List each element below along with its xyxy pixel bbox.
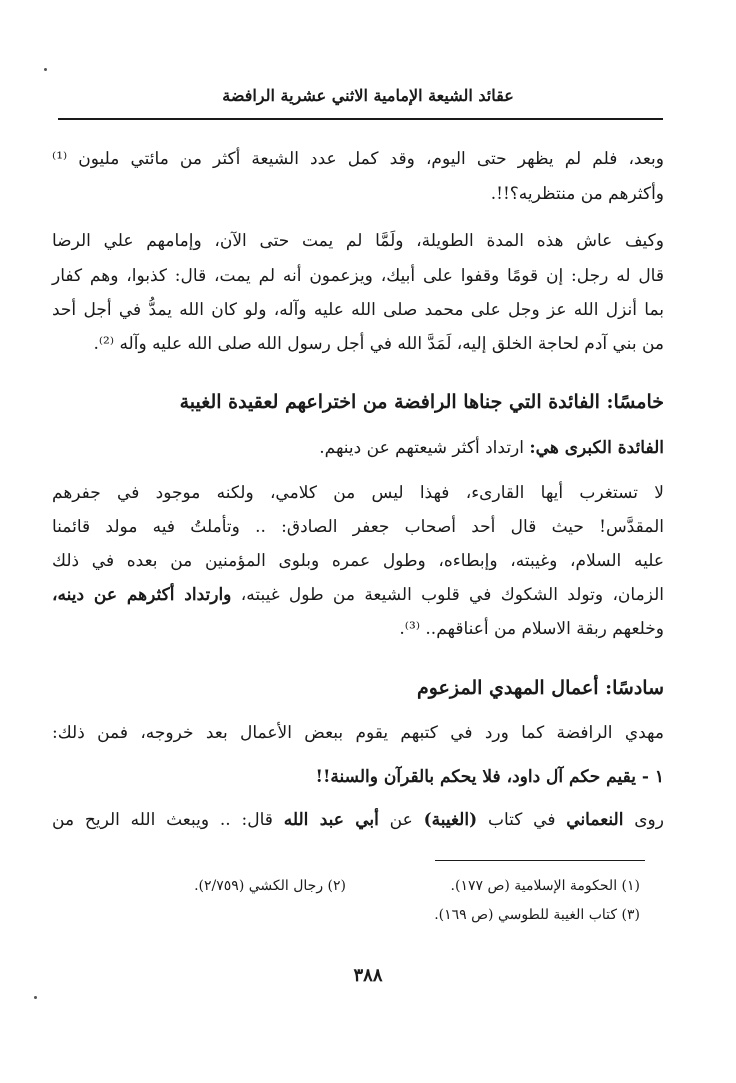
footnote-3: (٣) كتاب الغيبة للطوسي (ص ١٦٩). — [434, 907, 640, 923]
paragraph-2-line-3: بما أنزل الله عز وجل على محمد صلى الله عليه وآله، ولو كان الله يمدُّ في أجل أحد — [52, 300, 664, 320]
paragraph-2-line-2: قال له رجل: إن قومًا وقفوا على أبيك، ويزعمون أنه لم يمت، قال: كذبوا، وهم كفار — [52, 266, 664, 286]
p5-narrator: أبي عبد الله — [283, 810, 379, 830]
list-item-1: ١ - يقيم حكم آل داود، فلا يحكم بالقرآن والسنة!! — [315, 767, 664, 787]
paragraph-2-line-1: وكيف عاش هذه المدة الطويلة، ولَمَّا لم يمت حتى الآن، وإمامهم علي الرضا — [52, 231, 664, 251]
scan-speck — [44, 68, 47, 71]
paragraph-3-line-2: المقدَّس! حيث قال أحد أصحاب جعفر الصادق: .. وتأملتُ فيه مولد قائمنا — [52, 517, 664, 537]
footnote-2: (٢) رجال الكشي (٢/٧٥٩). — [194, 878, 346, 894]
footnote-1: (١) الحكومة الإسلامية (ص ١٧٧). — [450, 878, 640, 894]
p5-author: النعماني — [566, 810, 624, 830]
footnote-rule — [435, 860, 645, 861]
paragraph-2-line-4: من بني آدم لحاجة الخلق إليه، لَمَدَّ الله في أجل رسول الله صلى الله عليه وآله ⁽²⁾. — [93, 334, 664, 354]
section-heading-sixth: سادسًا: أعمال المهدي المزعوم — [416, 677, 664, 699]
p5-e: عن — [378, 810, 424, 830]
header-rule — [58, 118, 663, 120]
p5-g: قال: .. ويبعث الله الريح من — [52, 810, 284, 830]
p5-a: روى — [623, 810, 664, 830]
paragraph-3-line-4-bold: وارتداد أكثرهم عن دينه، — [52, 585, 232, 605]
section-heading-fifth: خامسًا: الفائدة التي جناها الرافضة من اختراعهم لعقيدة الغيبة — [179, 391, 664, 413]
paragraph-3-line-1: لا تستغرب أيها القارىء، فهذا ليس من كلامي، ولكنه موجود في جفرهم — [52, 483, 664, 503]
paragraph-3-line-3: عليه السلام، وغيبته، وإبطاءه، وطول عمره وبلوى المؤمنين من بعده في ذلك — [52, 551, 664, 571]
paragraph-4-line: مهدي الرافضة كما ورد في كتبهم يقوم ببعض الأعمال بعد خروجه، فمن ذلك: — [52, 723, 664, 743]
paragraph-3-line-5: وخلعهم ربقة الاسلام من أعناقهم.. ⁽³⁾. — [399, 619, 664, 639]
benefit-text: ارتداد أكثر شيعتهم عن دينهم. — [319, 438, 524, 458]
paragraph-3-line-4-text: الزمان، وتولد الشكوك في قلوب الشيعة من طول غيبته، — [231, 585, 664, 605]
page-number: ٣٨٨ — [353, 965, 383, 986]
p5-c: في كتاب — [477, 810, 567, 830]
benefit-line — [52, 436, 664, 460]
paragraph-3-line-4 — [52, 583, 664, 607]
benefit-label: الفائدة الكبرى هي: — [529, 438, 664, 458]
paragraph-1-line-1: وبعد، فلم لم يظهر حتى اليوم، وقد كمل عدد الشيعة أكثر من مائتي مليون ⁽¹⁾ — [52, 149, 664, 169]
p5-book: (الغيبة) — [423, 810, 478, 830]
paragraph-5-line — [52, 808, 664, 832]
paragraph-1-line-2: وأكثرهم من منتظريه؟!!. — [490, 184, 664, 204]
scan-speck — [34, 996, 37, 999]
running-header: عقائد الشيعة الإمامية الاثني عشرية الرافضة — [222, 86, 514, 105]
